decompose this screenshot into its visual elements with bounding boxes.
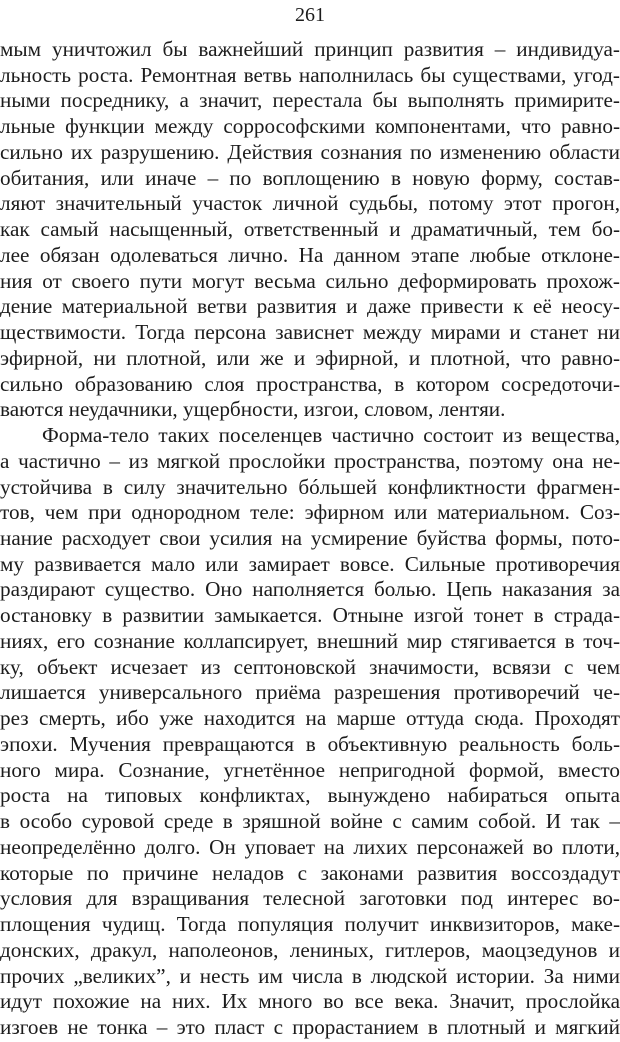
text-line: а частично – из мягкой прослойки пространства, поэтому она не- xyxy=(0,448,620,473)
text-line: в особо суровой среде в зряшной войне с самим собой. И так – xyxy=(0,809,620,834)
text-line: неопределённо долго. Он уповает на лихих персонажей во плоти, xyxy=(0,834,620,859)
text-line: лишается универсального приёма разрешения противоречий че- xyxy=(0,680,620,705)
text-line: сильно образованию слоя пространства, в котором сосредоточи- xyxy=(0,371,620,396)
text-line: ку, объект исчезает из септоновской значимости, всвязи с чем xyxy=(0,654,620,679)
text-line: мым уничтожил бы важнейший принцип развития – индивидуа- xyxy=(0,37,620,61)
text-line: ниях, его сознание коллапсирует, внешний мир стягивается в точ- xyxy=(0,628,620,653)
text-line: раздирают существо. Оно наполняется болью. Цепь наказания за xyxy=(0,577,620,602)
text-line: тов, чем при однородном теле: эфирном или материальном. Соз- xyxy=(0,500,620,525)
text-line: ными посреднику, а значит, перестала бы выполнять примирите- xyxy=(0,88,620,113)
text-line: дение материальной ветви развития и даже привести к её неосу- xyxy=(0,294,620,319)
text-line: остановку в развитии замыкается. Отныне изгой тонет в страда- xyxy=(0,603,620,628)
text-line: нание расходует свои усилия на усмирение буйства формы, пото- xyxy=(0,526,620,550)
text-line: ществимости. Тогда персона зависнет между мирами и станет ни xyxy=(0,320,620,345)
text-line: ного мира. Сознание, угнетённое непригодной формой, вместо xyxy=(0,757,620,782)
text-line: льность роста. Ремонтная ветвь наполнилась бы существами, угод- xyxy=(0,62,620,87)
text-line: рез смерть, ибо уже находится на марше оттуда сюда. Проходят xyxy=(0,706,620,731)
text-line: изгоев не тонка – это пласт с прорастанием в плотный и мягкий xyxy=(0,1015,620,1039)
text-line: донских, дракул, наполеонов, лениных, гитлеров, маоцзедунов и xyxy=(0,937,620,962)
text-line: эфирной, ни плотной, или же и эфирной, и плотной, что равно- xyxy=(0,345,620,370)
text-line: прочих „великих”, и несть им числа в людской истории. За ними xyxy=(0,963,620,988)
text-line: которые по причине неладов с законами развития воссоздадут xyxy=(0,860,620,885)
text-line: сильно их разрушению. Действия сознания по изменению области xyxy=(0,139,620,164)
text-line: роста на типовых конфликтах, вынуждено набираться опыта xyxy=(0,783,620,808)
text-line: идут похожие на них. Их много во все века. Значит, прослойка xyxy=(0,989,620,1014)
text-line: обитания, или иначе – по воплощению в новую форму, состав- xyxy=(0,165,620,190)
text-line: устойчива в силу значительно бóльшей конфликтности фрагмен- xyxy=(0,474,620,499)
text-line: условия для взращивания телесной заготовки под интерес во- xyxy=(0,886,620,911)
paragraph-last-line: ваются неудачники, ущербности, изгои, словом, лентяи. xyxy=(0,397,506,422)
paragraph-first-line: Форма-тело таких поселенцев частично состоит из вещества, xyxy=(42,423,620,448)
text-line: ляют значительный участок личной судьбы, потому этот прогон, xyxy=(0,191,620,216)
page-number: 261 xyxy=(295,4,325,26)
text-line: лее обязан одолеваться лично. На данном этапе любые отклоне- xyxy=(0,242,620,267)
text-line: площения чудищ. Тогда популяция получит инквизиторов, маке- xyxy=(0,912,620,937)
text-line: как самый насыщенный, ответственный и драматичный, тем бо- xyxy=(0,217,620,242)
text-line: льные функции между соррософскими компонентами, что равно- xyxy=(0,114,620,139)
text-line: ния от своего пути могут весьма сильно деформировать прохож- xyxy=(0,268,620,293)
text-line: му развивается мало или замирает вовсе. Сильные противоречия xyxy=(0,551,620,576)
text-line: эпохи. Мучения превращаются в объективную реальность боль- xyxy=(0,731,620,756)
